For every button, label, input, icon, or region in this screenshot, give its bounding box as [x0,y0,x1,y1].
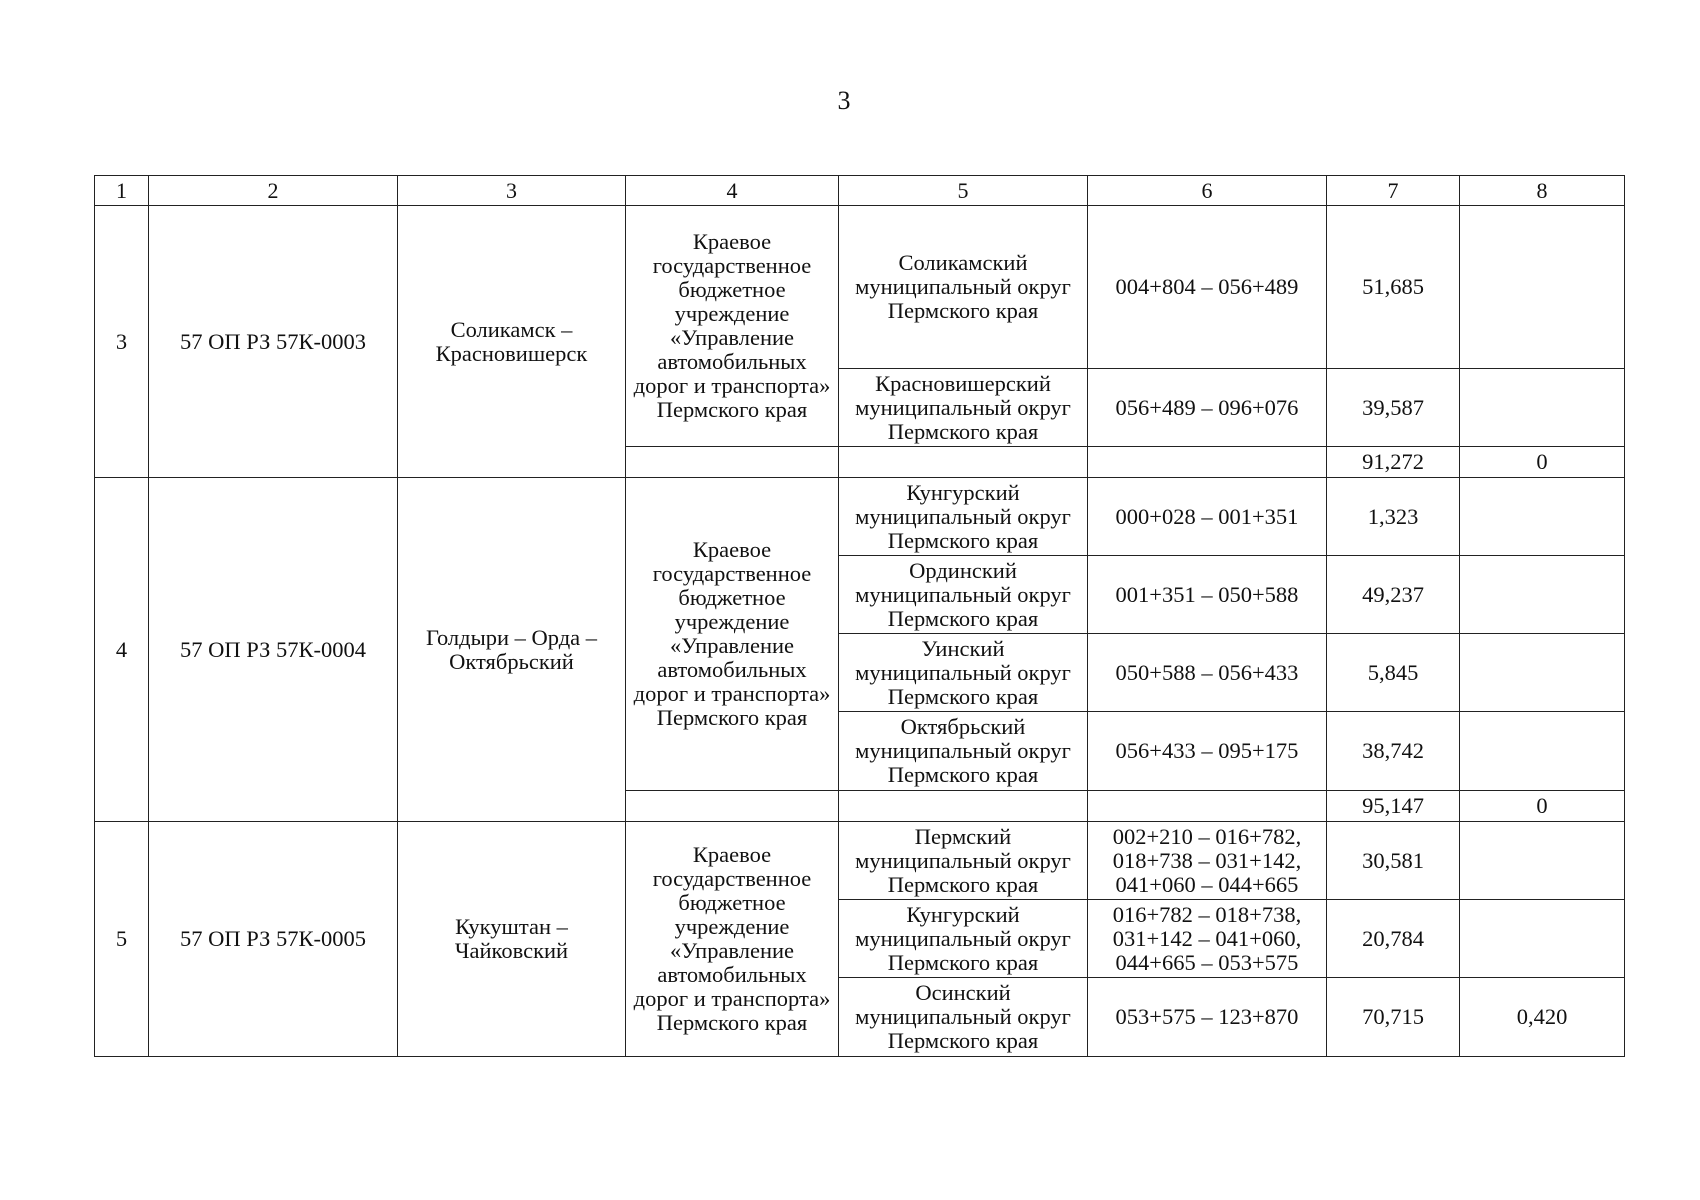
column-number: 8 [1460,176,1625,206]
length-value: 38,742 [1327,712,1460,791]
extra-value [1460,369,1625,447]
extra-value: 0,420 [1460,978,1625,1057]
road-name: Кукуштан – Чайковский [398,822,626,1057]
extra-value [1460,900,1625,978]
road-owner: Краевое государственное бюджетное учреждение «Управление автомобильных дорог и транспорта» Пермского края [626,206,839,447]
km-range: 002+210 – 016+782, 018+738 – 031+142, 041+060 – 044+665 [1088,822,1327,900]
empty-cell [1088,791,1327,822]
table-row [95,478,1625,556]
district: Кунгурский муниципальный округ Пермского края [839,478,1088,556]
length-value: 39,587 [1327,369,1460,447]
district: Пермский муниципальный округ Пермского края [839,822,1088,900]
subtotal-extra: 0 [1460,447,1625,478]
subtotal-extra: 0 [1460,791,1625,822]
road-code: 57 ОП РЗ 57К-0004 [149,478,398,822]
district: Октябрьский муниципальный округ Пермского края [839,712,1088,791]
road-owner: Краевое государственное бюджетное учреждение «Управление автомобильных дорог и транспорта» Пермского края [626,478,839,791]
district: Красновишерский муниципальный округ Пермского края [839,369,1088,447]
road-number: 3 [95,206,149,478]
empty-cell [839,447,1088,478]
length-value: 49,237 [1327,556,1460,634]
extra-value [1460,478,1625,556]
subtotal-length: 95,147 [1327,791,1460,822]
empty-cell [626,791,839,822]
district: Ординский муниципальный округ Пермского края [839,556,1088,634]
road-code: 57 ОП РЗ 57К-0003 [149,206,398,478]
column-number-row [95,176,1625,206]
table-row [95,822,1625,900]
road-name: Соликамск – Красновишерск [398,206,626,478]
km-range: 004+804 – 056+489 [1088,206,1327,369]
extra-value [1460,712,1625,791]
district: Осинский муниципальный округ Пермского края [839,978,1088,1057]
extra-value [1460,634,1625,712]
column-number: 7 [1327,176,1460,206]
extra-value [1460,206,1625,369]
length-value: 70,715 [1327,978,1460,1057]
column-number: 1 [95,176,149,206]
roads-table [94,175,1625,1057]
empty-cell [626,447,839,478]
length-value: 30,581 [1327,822,1460,900]
column-number: 5 [839,176,1088,206]
column-number: 6 [1088,176,1327,206]
table-row [95,206,1625,369]
road-owner: Краевое государственное бюджетное учреждение «Управление автомобильных дорог и транспорта» Пермского края [626,822,839,1057]
road-number: 4 [95,478,149,822]
extra-value [1460,556,1625,634]
km-range: 001+351 – 050+588 [1088,556,1327,634]
district: Соликамский муниципальный округ Пермского края [839,206,1088,369]
extra-value [1460,822,1625,900]
km-range: 056+433 – 095+175 [1088,712,1327,791]
page-number: 3 [837,86,851,115]
km-range: 000+028 – 001+351 [1088,478,1327,556]
km-range: 053+575 – 123+870 [1088,978,1327,1057]
length-value: 20,784 [1327,900,1460,978]
road-number: 5 [95,822,149,1057]
empty-cell [1088,447,1327,478]
km-range: 056+489 – 096+076 [1088,369,1327,447]
column-number: 4 [626,176,839,206]
column-number: 2 [149,176,398,206]
length-value: 1,323 [1327,478,1460,556]
empty-cell [839,791,1088,822]
subtotal-length: 91,272 [1327,447,1460,478]
length-value: 5,845 [1327,634,1460,712]
district: Уинский муниципальный округ Пермского края [839,634,1088,712]
road-name: Голдыри – Орда – Октябрьский [398,478,626,822]
district: Кунгурский муниципальный округ Пермского края [839,900,1088,978]
road-code: 57 ОП РЗ 57К-0005 [149,822,398,1057]
length-value: 51,685 [1327,206,1460,369]
km-range: 050+588 – 056+433 [1088,634,1327,712]
km-range: 016+782 – 018+738, 031+142 – 041+060, 044+665 – 053+575 [1088,900,1327,978]
column-number: 3 [398,176,626,206]
